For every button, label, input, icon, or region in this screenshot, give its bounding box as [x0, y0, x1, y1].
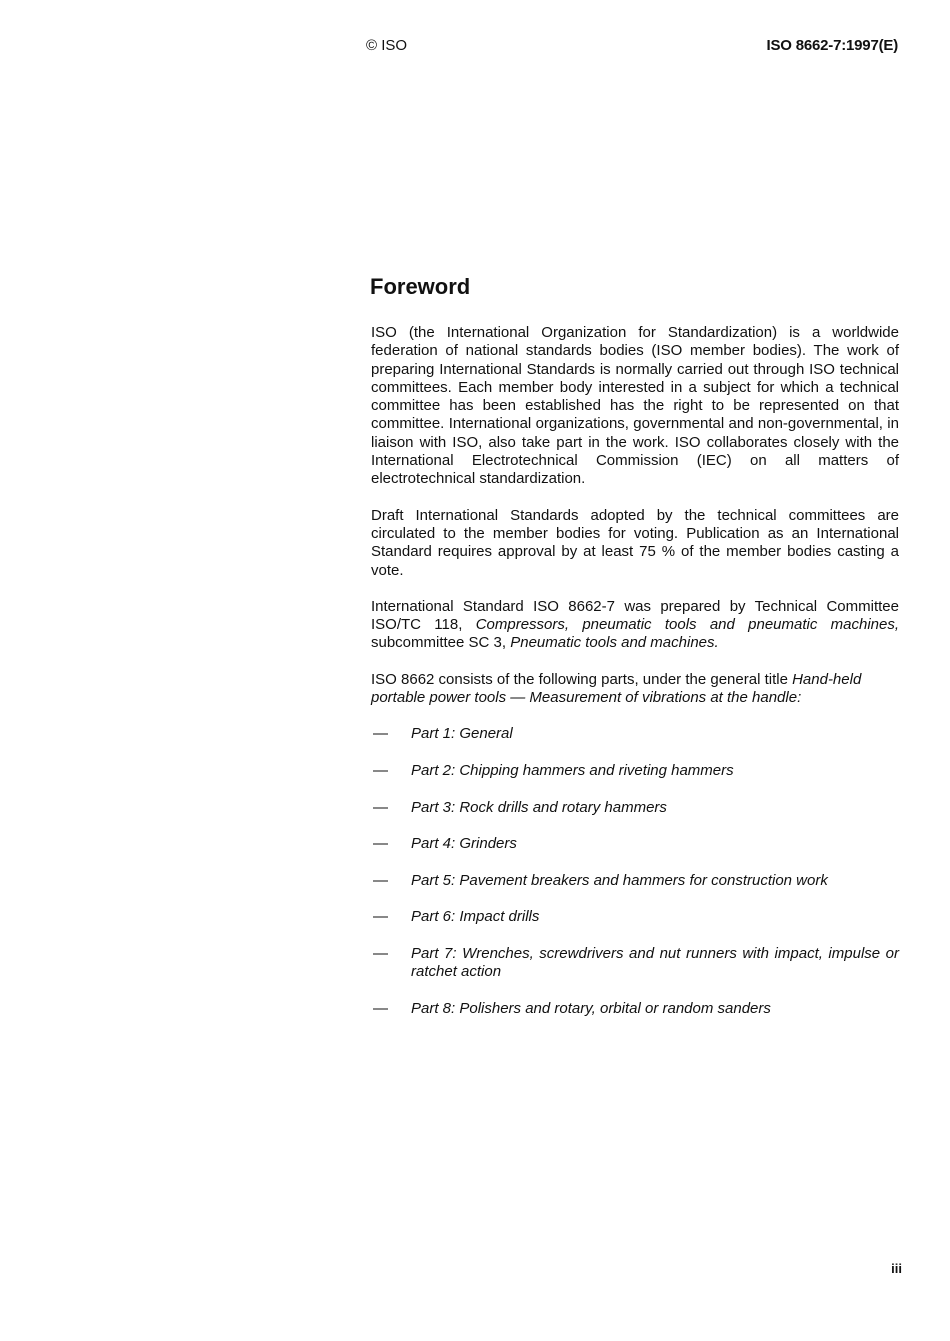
part-title: Part 5: Pavement breakers and hammers for construction work: [411, 871, 828, 889]
list-item: [371, 945, 899, 982]
paragraph-iso-intro: ISO (the International Organization for Standardization) is a worldwide federation of national standards bodies (ISO member bodies). The work of preparing International Standards is normally carried out through ISO technical committees. Each member body interested in a subject for which a technical committee has been established has the right to be represented on that committee. International organizations, governmental and non-governmental, in liaison with ISO, also take part in the work. ISO collaborates closely with the International Electrotechnical Commission (IEC) on all matters of electrotechnical standardization.: [371, 324, 899, 488]
dash-bullet: —: [373, 871, 388, 889]
prepared-by-text: International Standard ISO 8662-7 was prepared by Technical Committee ISO/TC 118,: [371, 597, 899, 634]
committee-title: Compressors, pneumatic tools and pneumatic machines,: [475, 616, 900, 634]
list-item: [371, 872, 899, 890]
dash-bullet: —: [373, 835, 388, 853]
list-item: [371, 799, 899, 817]
header-standard-id: ISO 8662-7:1997(E): [766, 37, 898, 54]
part-title: Part 8: Polishers and rotary, orbital or random sanders: [411, 999, 771, 1017]
dash-bullet: —: [373, 908, 388, 926]
part-title: Part 3: Rock drills and rotary hammers: [411, 798, 667, 816]
page-number: iii: [891, 1261, 902, 1276]
list-item: [371, 1000, 899, 1018]
dash-bullet: —: [373, 761, 388, 779]
dash-bullet: —: [373, 999, 388, 1017]
part-title: Part 2: Chipping hammers and riveting hammers: [411, 761, 734, 779]
list-item: [371, 908, 899, 926]
list-item: [371, 762, 899, 780]
foreword-body: [371, 324, 899, 1036]
subcommittee-text: subcommittee SC 3,: [371, 634, 511, 652]
part-title: Part 1: General: [411, 725, 513, 743]
part-title: Part 6: Impact drills: [411, 908, 540, 926]
parts-intro-text: ISO 8662 consists of the following parts, under the general title: [371, 670, 793, 688]
general-title: Hand-held portable power tools — Measurement of vibrations at the handle:: [371, 670, 862, 707]
parts-list: [371, 725, 899, 1018]
paragraph-parts-intro: [371, 671, 899, 708]
part-title: Part 4: Grinders: [411, 835, 517, 853]
dash-bullet: —: [373, 725, 388, 743]
paragraph-prepared-by: [371, 598, 899, 653]
dash-bullet: —: [373, 798, 388, 816]
part-title: Part 7: Wrenches, screwdrivers and nut runners with impact, impulse or ratchet action: [411, 944, 899, 981]
page-title: Foreword: [370, 274, 471, 299]
list-item: [371, 725, 899, 743]
subcommittee-title: Pneumatic tools and machines.: [510, 634, 719, 652]
dash-bullet: —: [373, 944, 388, 962]
paragraph-draft-standards: Draft International Standards adopted by the technical committees are circulated to the member bodies for voting. Publication as an International Standard requires approval by at least 75 % of the member bodies casting a vote.: [371, 506, 899, 579]
header-copyright: © ISO: [366, 37, 408, 54]
list-item: [371, 835, 899, 853]
